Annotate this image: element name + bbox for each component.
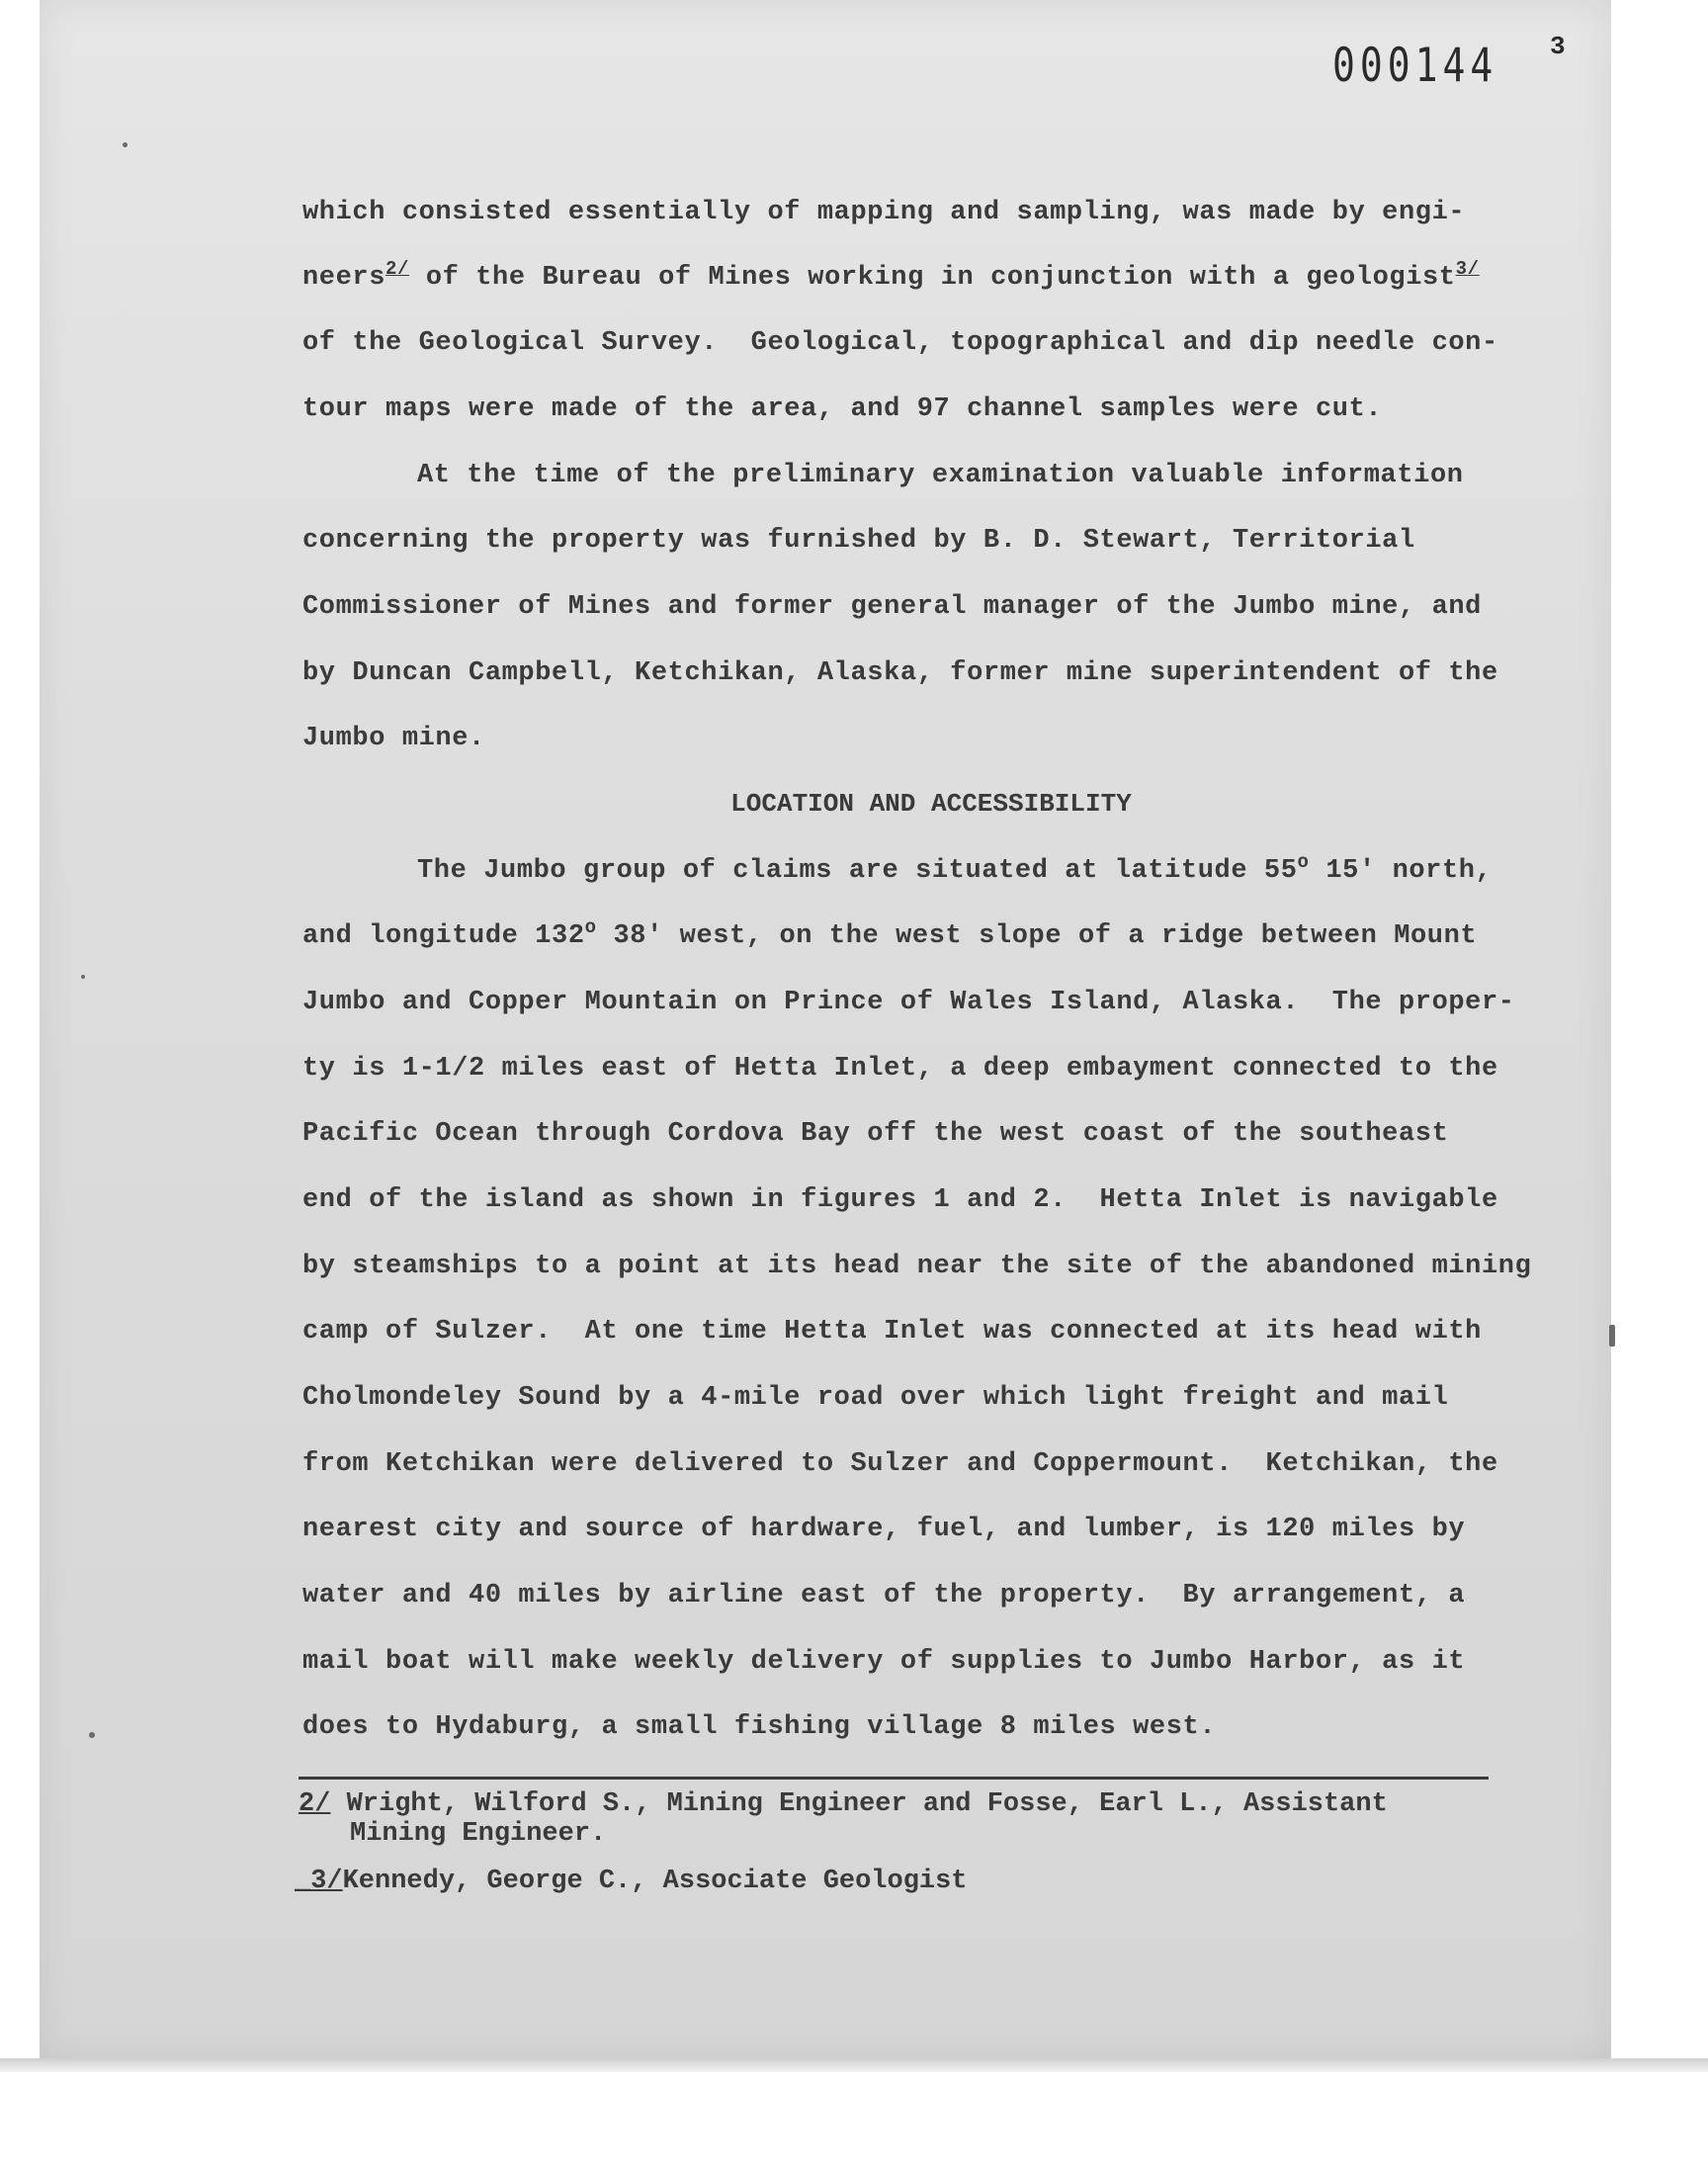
body-line: end of the island as shown in figures 1 and 2. Hetta Inlet is navigable: [302, 1185, 1498, 1215]
scan-speck: [123, 142, 128, 147]
body-line: mail boat will make weekly delivery of supplies to Jumbo Harbor, as it: [302, 1647, 1466, 1677]
section-heading: LOCATION AND ACCESSIBILITY: [730, 789, 1132, 819]
document-page: [40, 0, 1611, 2058]
footnote-3: _3/Kennedy, George C., Associate Geologist: [295, 1867, 968, 1896]
body-line: and longitude 132$^o$ 38' west, on the west slope of a ridge between Mount: [302, 916, 1478, 951]
body-line: neers$^{2/}$ of the Bureau of Mines working in conjunction with a geologist$^{3/}$: [302, 258, 1480, 293]
body-line: The Jumbo group of claims are situated at latitude 55$^o$ 15' north,: [417, 851, 1493, 886]
body-line: concerning the property was furnished by B. D. Stewart, Territorial: [302, 526, 1415, 556]
body-line: by Duncan Campbell, Ketchikan, Alaska, former mine superintendent of the: [302, 658, 1498, 688]
footnote-divider: [299, 1777, 1489, 1780]
body-line: Jumbo and Copper Mountain on Prince of Wales Island, Alaska. The proper-: [302, 988, 1515, 1017]
footnote-2-continuation: Mining Engineer.: [350, 1819, 607, 1849]
body-line: ty is 1-1/2 miles east of Hetta Inlet, a deep embayment connected to the: [302, 1054, 1498, 1084]
body-line: Commissioner of Mines and former general manager of the Jumbo mine, and: [302, 592, 1482, 622]
body-line: tour maps were made of the area, and 97 channel samples were cut.: [302, 394, 1383, 424]
footnote-ref-2: 2/: [385, 258, 410, 280]
footnote-mark-2: 2/: [299, 1789, 331, 1819]
page-number: 3: [1550, 32, 1566, 61]
body-line: nearest city and source of hardware, fuel, and lumber, is 120 miles by: [302, 1515, 1466, 1544]
body-line: of the Geological Survey. Geological, topographical and dip needle con-: [302, 328, 1498, 358]
footnote-ref-3: 3/: [1455, 258, 1480, 280]
footnote-2: 2/ Wright, Wilford S., Mining Engineer and Fosse, Earl L., Assistant: [299, 1789, 1388, 1819]
body-line: At the time of the preliminary examination valuable information: [417, 461, 1464, 490]
body-line: water and 40 miles by airline east of the property. By arrangement, a: [302, 1581, 1466, 1610]
scan-speck: [81, 975, 85, 979]
body-line: by steamships to a point at its head near the site of the abandoned mining: [302, 1252, 1532, 1281]
degree-symbol: o: [584, 916, 597, 938]
body-line: from Ketchikan were delivered to Sulzer and Coppermount. Ketchikan, the: [302, 1449, 1498, 1479]
body-line: which consisted essentially of mapping and sampling, was made by engi-: [302, 198, 1466, 227]
scan-speck: [1609, 1325, 1615, 1347]
degree-symbol: o: [1297, 851, 1310, 873]
body-line: Jumbo mine.: [302, 724, 485, 753]
body-line: Cholmondeley Sound by a 4-mile road over which light freight and mail: [302, 1383, 1449, 1413]
scan-speck: [89, 1732, 95, 1738]
page-bottom-edge: [0, 2058, 1708, 2072]
body-line: Pacific Ocean through Cordova Bay off the west coast of the southeast: [302, 1119, 1449, 1149]
footnote-mark-3: _3/: [295, 1867, 343, 1896]
document-number-stamp: 000144: [1332, 38, 1498, 92]
body-line: camp of Sulzer. At one time Hetta Inlet was connected at its head with: [302, 1317, 1482, 1347]
body-line: does to Hydaburg, a small fishing village 8 miles west.: [302, 1712, 1217, 1742]
